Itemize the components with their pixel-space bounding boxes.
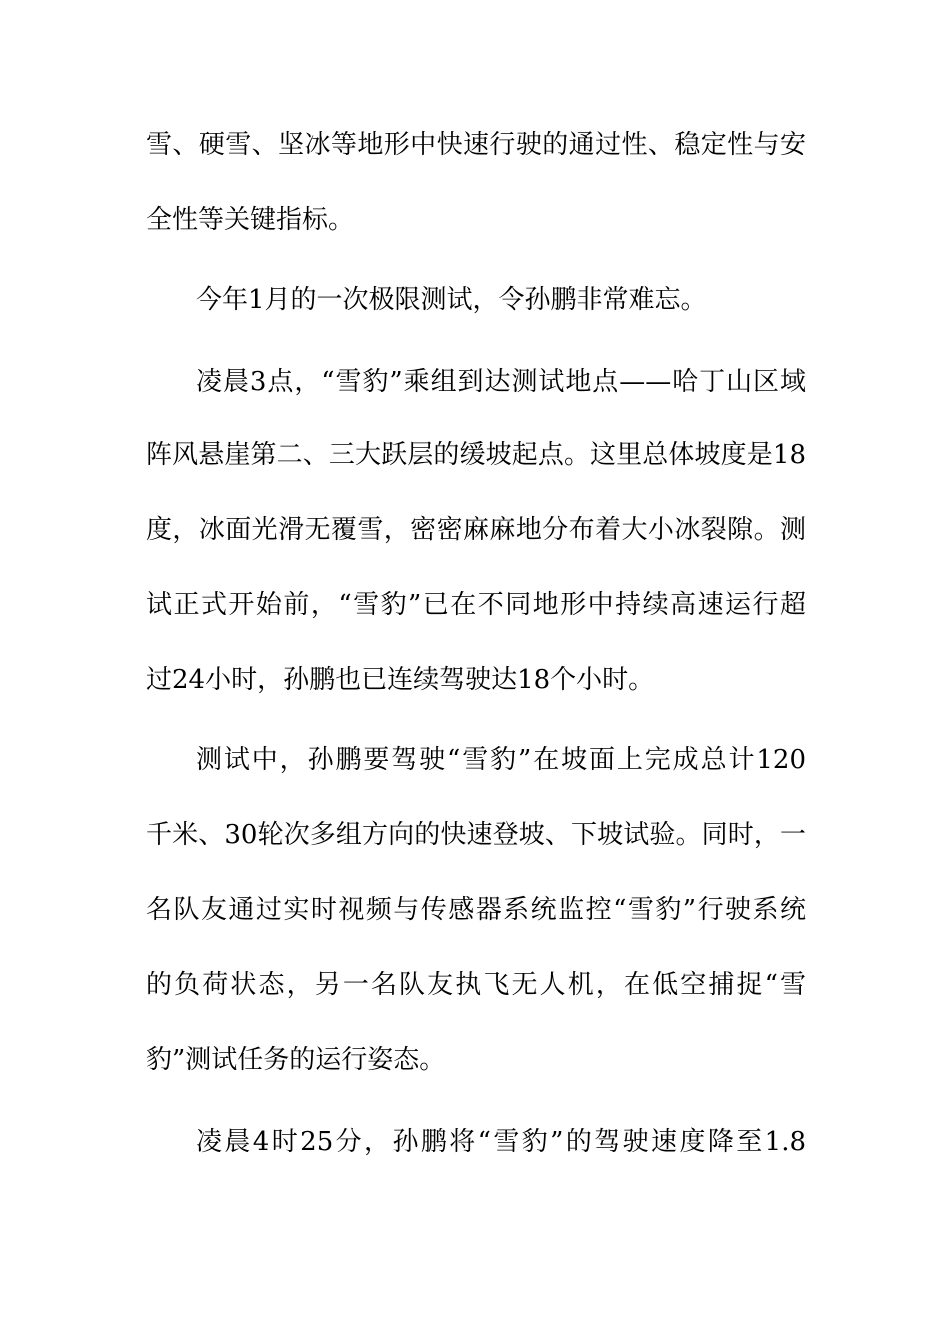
- text-line: 试正式开始前，“雪豹”已在不同地形中持续高速运行超: [146, 590, 806, 620]
- text-line: 度，冰面光滑无覆雪，密密麻麻地分布着大小冰裂隙。测: [146, 515, 806, 545]
- text-line: 过24小时，孙鹏也已连续驾驶达18个小时。: [146, 665, 655, 695]
- text-line: 的负荷状态，另一名队友执飞无人机，在低空捕捉“雪: [146, 970, 806, 1000]
- paragraph-start-line: 凌晨4时25分，孙鹏将“雪豹”的驾驶速度降至1.8: [196, 1127, 806, 1157]
- text-line: 名队友通过实时视频与传感器系统监控“雪豹”行驶系统: [146, 895, 806, 925]
- paragraph-start-line: 今年1月的一次极限测试，令孙鹏非常难忘。: [196, 285, 707, 315]
- text-line: 雪、硬雪、坚冰等地形中快速行驶的通过性、稳定性与安: [146, 130, 806, 160]
- text-line: 阵风悬崖第二、三大跃层的缓坡起点。这里总体坡度是18: [146, 440, 806, 470]
- paragraph-start-line: 凌晨3点，“雪豹”乘组到达测试地点——哈丁山区域: [196, 367, 806, 397]
- text-line: 千米、30轮次多组方向的快速登坡、下坡试验。同时，一: [146, 820, 806, 850]
- text-line: 豹”测试任务的运行姿态。: [146, 1045, 446, 1075]
- paragraph-start-line: 测试中，孙鹏要驾驶“雪豹”在坡面上完成总计120: [196, 745, 806, 775]
- text-line: 全性等关键指标。: [146, 205, 355, 235]
